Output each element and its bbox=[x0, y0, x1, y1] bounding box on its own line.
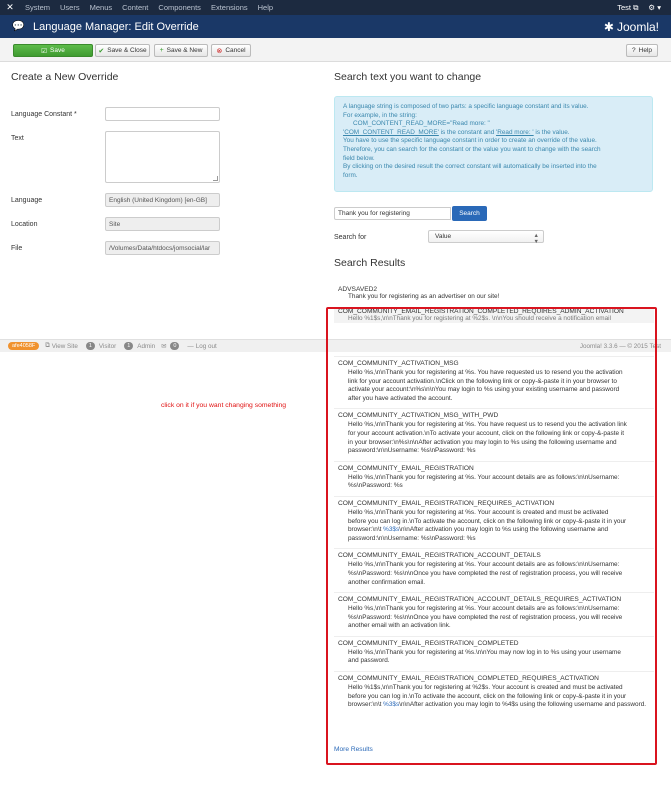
resize-grip[interactable] bbox=[213, 176, 218, 181]
text-label: Text bbox=[11, 135, 24, 142]
result-key: COM_COMMUNITY_ACTIVATION_MSG_WITH_PWD bbox=[334, 408, 654, 421]
result-value-line: activate your account:\n%s\n\nYou may login to %s using your existing username and password bbox=[348, 386, 620, 394]
info-line: COM_CONTENT_READ_MORE="Read more: " bbox=[353, 120, 490, 128]
info-line: Therefore, you can search for the constant or the value you want to change with the search bbox=[343, 145, 601, 153]
location-label: Location bbox=[11, 221, 38, 228]
result-key: COM_COMMUNITY_EMAIL_REGISTRATION_ACCOUNT_DETAILS_REQUIRES_ACTIVATION bbox=[334, 592, 654, 605]
search-input[interactable]: Thank you for registering bbox=[334, 207, 451, 220]
language-constant-input[interactable] bbox=[105, 107, 220, 121]
result-value-line: another email with an activation link. bbox=[348, 622, 451, 630]
chevron-updown-icon: ▲ ▼ bbox=[533, 233, 539, 245]
menu-content[interactable]: Content bbox=[122, 3, 149, 12]
external-link-icon: ⧉ bbox=[45, 342, 50, 349]
result-value-line: Hello %1$s,\n\nThank you for registering at %2$s. Your account is created and must be activated bbox=[348, 684, 623, 692]
more-results-link[interactable]: More Results bbox=[334, 746, 373, 753]
create-override-heading: Create a New Override bbox=[11, 71, 119, 83]
admin-top-menu-bar bbox=[0, 0, 671, 15]
annotation-highlight-box bbox=[326, 307, 657, 765]
visitor-label: Visitor bbox=[98, 342, 117, 350]
result-item[interactable] bbox=[334, 286, 654, 302]
save-label: Save bbox=[50, 47, 65, 54]
plus-icon: + bbox=[159, 47, 164, 54]
file-label: File bbox=[11, 245, 23, 252]
info-line: You have to use the specific language constant in order to create an override of the value. bbox=[343, 137, 597, 145]
question-icon: ? bbox=[632, 47, 636, 54]
result-value-line: browser:\n\t %3$s\n\nAfter activation you may login to %s using the following username and bbox=[348, 526, 609, 534]
save-new-button[interactable] bbox=[154, 44, 208, 57]
gear-icon[interactable]: ⚙ ▾ bbox=[648, 3, 661, 12]
info-alert bbox=[334, 96, 653, 192]
menu-system[interactable]: System bbox=[25, 3, 51, 12]
save-button[interactable] bbox=[13, 44, 93, 57]
messages[interactable] bbox=[161, 342, 181, 350]
result-value-line: before you can log in.\nTo activate the account, click on the following link or copy-&-paste it in your bbox=[348, 692, 627, 700]
info-line: field below. bbox=[343, 154, 375, 162]
top-menu bbox=[20, 3, 278, 12]
info-line: form. bbox=[343, 171, 358, 179]
result-value-line: Hello %s,\n\nThank you for registering at %s. You have request us to resend you the activation link bbox=[348, 421, 627, 429]
edit-icon: ☑ bbox=[41, 47, 47, 55]
joomla-brand-logo bbox=[604, 20, 659, 34]
user-menu[interactable] bbox=[617, 3, 638, 13]
admin-count-badge: 1 bbox=[124, 342, 133, 350]
check-icon: ✔ bbox=[98, 47, 105, 55]
result-key: COM_COMMUNITY_EMAIL_REGISTRATION_COMPLETED bbox=[334, 636, 654, 649]
location-field: Site bbox=[105, 217, 220, 231]
info-line: By clicking on the desired result the correct constant will automatically be inserted into the bbox=[343, 163, 597, 171]
language-label: Language bbox=[11, 197, 43, 204]
top-right-area bbox=[617, 3, 671, 13]
highlight-token: %3$s bbox=[383, 526, 400, 534]
result-value-line: password:\n\nUsername: %s\nPassword: %s bbox=[348, 534, 476, 542]
result-value-line: Hello %s,\n\nThank you for registering at %s. Your account details are as follows:\n\nUsername: bbox=[348, 561, 620, 569]
result-value-line: Hello %s,\n\nThank you for registering at %s.\n\nYou may now log in to %s using your username bbox=[348, 648, 621, 656]
result-value-line: browser:\n\t %3$s\n\nAfter activation you may login to %4$s using the following username and password. bbox=[348, 701, 647, 709]
logout-label: Log out bbox=[195, 342, 217, 350]
status-badge: afe4058F bbox=[8, 342, 39, 350]
info-text: is the constant and bbox=[438, 128, 497, 136]
joomla-icon[interactable]: ✕ bbox=[6, 2, 14, 12]
user-name: Test bbox=[617, 2, 631, 12]
save-new-label: Save & New bbox=[166, 47, 203, 54]
minus-icon: — bbox=[187, 342, 194, 350]
result-value-line: before you can log in.\nTo activate the account, click on the following link or copy-&-paste it in your bbox=[348, 517, 627, 525]
admin-count bbox=[122, 342, 155, 350]
page-title: Language Manager: Edit Override bbox=[33, 20, 199, 33]
result-value-line: Hello %s,\n\nThank you for registering at %s. You have requested us to resend you the activation bbox=[348, 369, 623, 376]
menu-users[interactable]: Users bbox=[60, 3, 80, 12]
cancel-icon: ⊗ bbox=[216, 47, 223, 55]
cancel-label: Cancel bbox=[225, 47, 246, 54]
result-value-line: and password. bbox=[348, 657, 390, 665]
search-for-value: Value bbox=[435, 233, 452, 240]
result-value-line: password:\n\nUsername: %s\nPassword: %s bbox=[348, 447, 476, 455]
msg-count-badge: 0 bbox=[170, 342, 179, 350]
menu-menus[interactable]: Menus bbox=[89, 3, 113, 12]
help-button[interactable] bbox=[626, 44, 658, 57]
result-value-line: for your account activation.\nTo activate your account, click on the following link or copy-&-paste it bbox=[348, 429, 624, 437]
language-constant-label: Language Constant * bbox=[11, 111, 77, 118]
comments-icon: 💬 bbox=[12, 20, 25, 32]
cancel-button[interactable] bbox=[211, 44, 251, 57]
result-key: COM_COMMUNITY_ACTIVATION_MSG bbox=[334, 356, 654, 369]
info-line: A language string is composed of two parts: a specific language constant and its value. bbox=[343, 103, 589, 110]
visitor-count-badge: 1 bbox=[86, 342, 95, 350]
external-link-icon: ⧉ bbox=[633, 2, 639, 12]
toolbar bbox=[0, 38, 671, 62]
result-value-line: Hello %s,\n\nThank you for registering at %s. Your account is created and must be activated bbox=[348, 508, 609, 516]
joomla-logo-icon: ✱ bbox=[603, 19, 614, 34]
menu-help[interactable]: Help bbox=[257, 3, 274, 12]
result-value-line: link for your account activation.\nClick on the following link or copy-&-paste it in your browser to bbox=[348, 377, 617, 385]
result-value-line: Hello %s,\n\nThank you for registering at %s. Your account details are as follows:\n\nUsername: bbox=[348, 605, 620, 613]
result-value: Thank you for registering as an advertiser on our site! bbox=[348, 293, 500, 300]
result-value-line: %s\nPassword: %s bbox=[348, 482, 403, 490]
result-key: ADVSAVED2 bbox=[338, 286, 378, 293]
info-value-example: 'Read more: ' bbox=[496, 128, 534, 136]
result-key: COM_COMMUNITY_EMAIL_REGISTRATION bbox=[334, 461, 654, 474]
menu-extensions[interactable]: Extensions bbox=[210, 3, 248, 12]
info-line bbox=[343, 129, 644, 138]
menu-components[interactable]: Components bbox=[158, 3, 201, 12]
file-field: /Volumes/Data/htdocs/jomsocial/lar bbox=[105, 241, 220, 255]
view-site-link[interactable] bbox=[45, 342, 78, 350]
logout-link[interactable] bbox=[187, 343, 216, 350]
search-heading: Search text you want to change bbox=[334, 71, 482, 83]
info-text: is the value. bbox=[533, 128, 570, 136]
language-field: English (United Kingdom) [en-GB] bbox=[105, 193, 220, 207]
search-for-label: Search for bbox=[334, 234, 367, 241]
result-value-line: %s\nPassword: %s\n\nOnce you have completed the rest of registration process, you will receive bbox=[348, 613, 623, 621]
result-key: COM_COMMUNITY_EMAIL_REGISTRATION_COMPLETED_REQUIRES_ADMIN_ACTIVATION bbox=[338, 307, 624, 315]
result-value: Hello %1$s,\n\nThank you for registering at %2$s. \n\nYou should receive a notification email bbox=[348, 314, 611, 322]
info-constant-example: 'COM_CONTENT_READ_MORE' bbox=[343, 128, 439, 136]
view-site-label: View Site bbox=[51, 342, 78, 350]
search-results-heading: Search Results bbox=[334, 257, 406, 269]
info-line: For example, in the string: bbox=[343, 111, 417, 119]
admin-label: Admin bbox=[137, 342, 156, 350]
result-key: COM_COMMUNITY_EMAIL_REGISTRATION_COMPLETED_REQUIRES_ACTIVATION bbox=[334, 671, 654, 684]
result-value-line: %s\nPassword: %s\n\nOnce you have completed the rest of registration process, you will receive bbox=[348, 569, 623, 577]
highlight-token: %3$s bbox=[383, 701, 400, 709]
search-button[interactable]: Search bbox=[452, 206, 487, 221]
text-textarea[interactable] bbox=[105, 131, 220, 183]
result-value-line: in your browser:\n%s\n\nAfter activation you may login to %s using the following username and bbox=[348, 438, 617, 446]
save-close-button[interactable] bbox=[95, 44, 150, 57]
title-bar bbox=[0, 15, 671, 38]
search-for-select[interactable] bbox=[428, 230, 544, 243]
help-label: Help bbox=[638, 47, 652, 54]
version-info: Joomla! 3.3.6 — © 2015 Test bbox=[579, 342, 661, 350]
result-key: COM_COMMUNITY_EMAIL_REGISTRATION_REQUIRES_ACTIVATION bbox=[334, 496, 654, 509]
result-value-line: another confirmation email. bbox=[348, 578, 426, 586]
brand-text: Joomla! bbox=[616, 19, 659, 34]
result-key: COM_COMMUNITY_EMAIL_REGISTRATION_ACCOUNT_DETAILS bbox=[334, 548, 654, 561]
envelope-icon: ✉ bbox=[161, 342, 167, 350]
result-value-line: after you have activated the account. bbox=[348, 394, 453, 402]
result-value-line: Hello %s,\n\nThank you for registering at %s. Your account details are as follows:\n\nUsername: bbox=[348, 473, 620, 481]
annotation-text: click on it if you want changing something bbox=[161, 402, 287, 409]
visitor-count bbox=[84, 342, 116, 350]
save-close-label: Save & Close bbox=[107, 47, 147, 54]
